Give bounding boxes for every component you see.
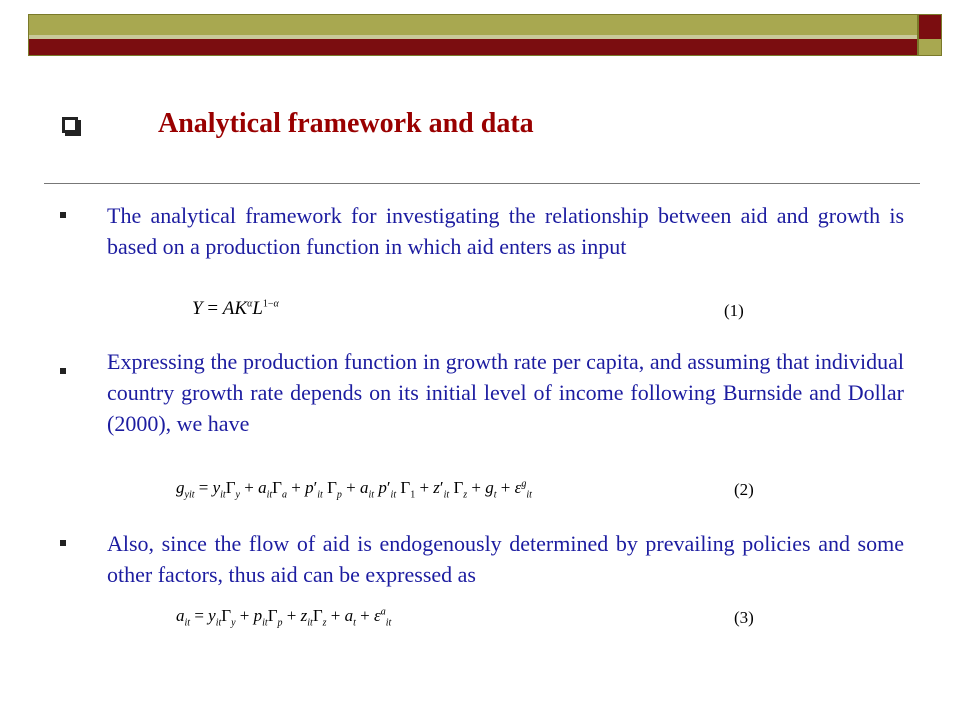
square-bullet-icon: [60, 368, 66, 374]
equation-2: $g_{yit} = y_{it}\Gamma_y + a_{it}\Gamma_a + p'_{it}$ $\Gamma_p + a_{it}$ $p'_{it}$ $\Gamma_1 + z'_{it}$ $\Gamma_z + g_t + \varepsilon^g_{it}$: [176, 478, 532, 501]
square-bullet-icon: [60, 540, 66, 546]
header-stripe-maroon: [29, 39, 917, 55]
corner-olive: [919, 39, 941, 55]
paragraph-2: Expressing the production function in growth rate per capita, and assuming that individual country growth rate depends on its initial level of income following Burnside and Dollar (2000), we have: [107, 349, 904, 436]
slide-title: Analytical framework and data: [158, 108, 534, 139]
title-row: [62, 104, 534, 144]
equation-2-label: (2): [734, 480, 754, 499]
paragraph-3: Also, since the flow of aid is endogenously determined by prevailing policies and some other factors, thus aid can be expressed as: [107, 531, 904, 587]
equation-3-label: (3): [734, 608, 754, 627]
checkbox-square-icon: [62, 117, 78, 133]
equation-1: $Y = AK^\alpha L^{1-\alpha}$: [192, 298, 279, 319]
equation-1-label: (1): [724, 301, 744, 320]
corner-maroon: [919, 15, 941, 39]
header-corner-block: [918, 14, 942, 56]
paragraph-1: The analytical framework for investigating the relationship between aid and growth is based on a production function in which aid enters as input: [107, 203, 904, 259]
header-bar: [28, 14, 918, 56]
square-bullet-icon: [60, 212, 66, 218]
equation-3: $a_{it} = y_{it}\Gamma_y + p_{it}\Gamma_p + z_{it}\Gamma_z + a_t + \varepsilon^a_{it}$: [176, 606, 392, 629]
title-divider: [44, 183, 920, 184]
header-stripe-olive: [29, 15, 917, 35]
